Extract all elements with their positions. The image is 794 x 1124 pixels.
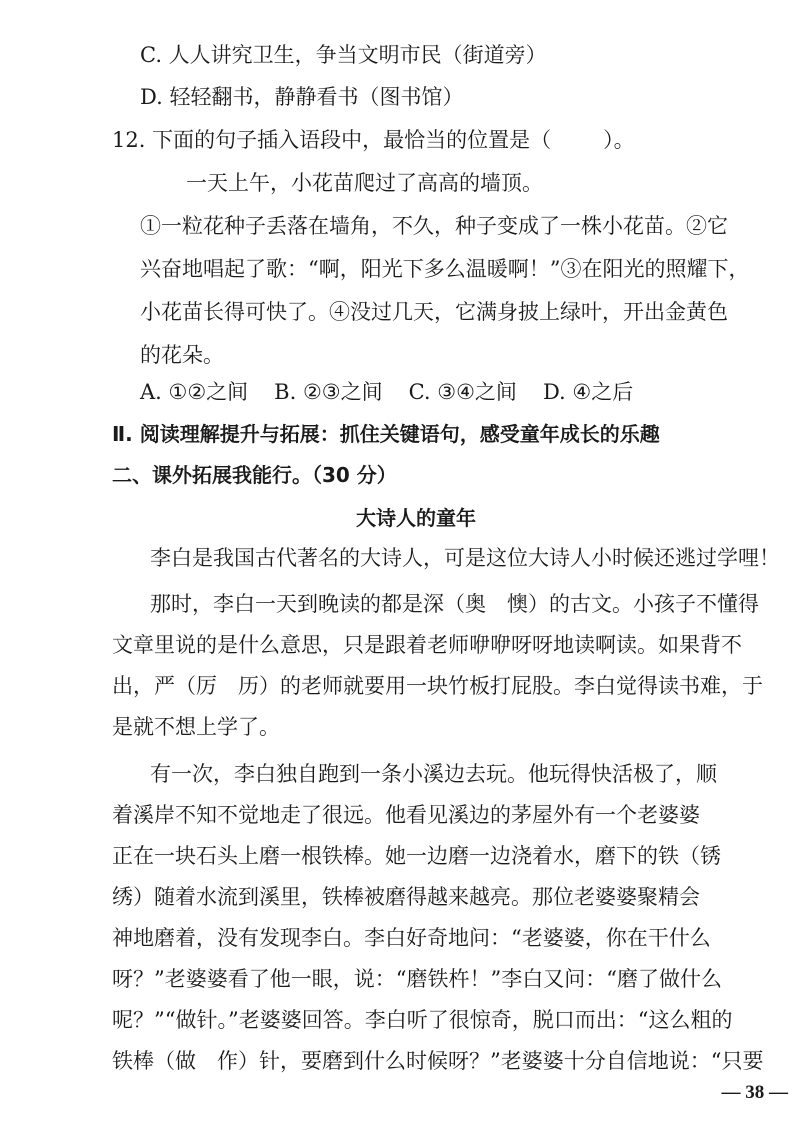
q12-stem-after: ）。 xyxy=(603,128,635,152)
q12-passage-line: 小花苗长得可快了。④没过几天，它满身披上绿叶，开出金黄色 xyxy=(140,300,728,324)
article-line: 神地磨着，没有发现李白。李白好奇地问：“老婆婆，你在干什么 xyxy=(112,926,711,950)
q12-option-d[interactable]: D. ④之后 xyxy=(542,380,634,404)
q11-option-d: D. 轻轻翻书，静静看书（图书馆） xyxy=(140,85,464,109)
article-line: 呢？”“做针。”老婆婆回答。李白听了很惊奇，脱口而出：“这么粗的 xyxy=(112,1008,733,1032)
q12-passage-line: 的花朵。 xyxy=(140,343,224,367)
part-heading: 二、课外拓展我能行。（30 分） xyxy=(112,463,397,487)
section-heading: Ⅱ. 阅读理解提升与拓展：抓住关键语句，感受童年成长的乐趣 xyxy=(112,422,660,446)
article-line: 是就不想上学了。 xyxy=(112,715,280,739)
article-line: 铁棒（做 作）针，要磨到什么时候呀？”老婆婆十分自信地说：“只要 xyxy=(112,1049,764,1073)
article-title: 大诗人的童年 xyxy=(356,506,476,530)
q12-insert-sentence: 一天上午，小花苗爬过了高高的墙顶。 xyxy=(186,171,543,195)
article-line: 呀？”老婆婆看了他一眼，说：“磨铁杵！”李白又问：“磨了做什么 xyxy=(112,967,722,991)
q11-option-c: C. 人人讲究卫生，争当文明市民（街道旁） xyxy=(140,43,547,67)
q12-option-c[interactable]: C. ③④之间 xyxy=(408,380,517,404)
q12-passage-line: 兴奋地唱起了歌：“啊，阳光下多么温暖啊！”③在阳光的照耀下， xyxy=(140,257,750,281)
article-line: 文章里说的是什么意思，只是跟着老师咿咿呀呀地读啊读。如果背不 xyxy=(112,633,742,657)
article-line: 李白是我国古代著名的大诗人，可是这位大诗人小时候还逃过学哩！ xyxy=(150,546,780,570)
article-line: 出，严（厉 历）的老师就要用一块竹板打屁股。李白觉得读书难，于 xyxy=(112,674,763,698)
q12-options xyxy=(140,377,633,407)
article-line: 有一次，李白独自跑到一条小溪边去玩。他玩得快活极了，顺 xyxy=(150,762,717,786)
q12-passage-line: ①一粒花种子丢落在墙角，不久，种子变成了一株小花苗。②它 xyxy=(140,214,728,238)
article-line: 正在一块石头上磨一根铁棒。她一边磨一边浇着水，磨下的铁（锈 xyxy=(112,844,721,868)
q12-stem xyxy=(112,125,635,155)
article-line: 着溪岸不知不觉地走了很远。他看见溪边的茅屋外有一个老婆婆 xyxy=(112,803,700,827)
q12-option-b[interactable]: B. ②③之间 xyxy=(274,380,383,404)
page-number: — 38 — xyxy=(721,1082,788,1103)
q12-stem-before: 12. 下面的句子插入语段中，最恰当的位置是（ xyxy=(112,128,552,152)
q12-option-a[interactable]: A. ①②之间 xyxy=(140,380,249,404)
article-line: 绣）随着水流到溪里，铁棒被磨得越来越亮。那位老婆婆聚精会 xyxy=(112,885,700,909)
article-line: 那时，李白一天到晚读的都是深（奥 懊）的古文。小孩子不懂得 xyxy=(150,592,759,616)
